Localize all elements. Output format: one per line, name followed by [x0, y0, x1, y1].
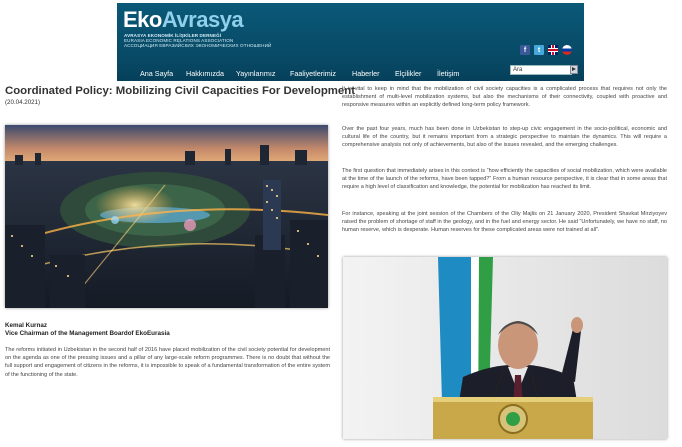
logo-subtitle-ru: АССОЦИАЦИЯ ЕВРАЗИЙСКИХ ЭКОНОМИЧЕСКИХ ОТНОШЕНИЙ [124, 43, 272, 48]
site-logo[interactable] [123, 7, 243, 33]
social-links [520, 45, 572, 55]
nav-ana-sayfa[interactable]: Ana Sayfa [140, 69, 174, 78]
article-paragraph-3: The first question that immediately arises in this context is “how efficiently the capacities of social mobilization, which were available at the time of the launch of the reforms, have been tapped?” From a human resource perspective, it is clear that in some areas that require a high level of classification and knowledge, the potential for mobilization has reached its limit. [342, 168, 667, 191]
city-photo-illustration [5, 125, 328, 308]
nav-haberler[interactable]: Haberler [352, 69, 380, 78]
twitter-icon[interactable]: t [534, 45, 544, 55]
nav-yayinlarimiz[interactable]: Yayınlarımız [236, 69, 276, 78]
site-header [117, 3, 584, 81]
logo-eko: Eko [123, 7, 162, 32]
city-night-photo [5, 125, 328, 308]
nav-faaliyetlerimiz[interactable]: Faaliyetlerimiz [290, 69, 336, 78]
speaker-photo-illustration [343, 257, 667, 439]
article-paragraph-4: For instance, speaking at the joint session of the Chambers of the Oliy Majlis on 21 January 2020, President Shavkat Mirziyoyev raised the problem of shortage of staff in the geology, and in the fuel and energy sector. He said “Unfortunately, we have no staff, no human reserve, which is desperate. Human reserves for these complicated areas were not trained at all”. [342, 211, 667, 234]
author-role: Vice Chairman of the Management Boardof EkoEurasia [5, 330, 170, 337]
logo-subtitle-en: EURASIA ECONOMIC RELATIONS ASSOCIATION [124, 38, 234, 43]
article-paragraph-2: Over the past four years, much has been done in Uzbekistan to step-up civic engagement in the socio-political, economic and cultural life of the country, but it remains important from a strategic perspective to maintain the dynamics. This will require a comprehensive analysis not only of achievements, but also of the issues revealed, and the emerging challenges. [342, 126, 667, 149]
nav-hakkimizda[interactable]: Hakkımızda [186, 69, 224, 78]
search-button[interactable] [570, 65, 578, 74]
logo-subtitle-tr: AVRASYA EKONOMİK İLİŞKİLER DERNEĞİ [124, 33, 222, 38]
article-paragraph-left: The reforms initiated in Uzbekistan in the second half of 2016 have placed mobilization of the civil society potential for development on the agenda as one of the pressing issues and a pillar of any large-scale reform programmes. There is no doubt that without the full support and engagement of citizens in the reforms, it is impossible to speak of a fundamental transformation of the entire system of the functioning of the state. [5, 347, 330, 378]
article-paragraph-1: It is vital to keep in mind that the mobilization of civil society capacities is a complicated process that requires not only the establishment of multi-level mobilization systems, but also the mechanisms of their connectivity, coupled with proactive and responsive measures within an explicitly defined long-term policy framework. [342, 86, 667, 109]
nav-elcilikler[interactable]: Elçilikler [395, 69, 422, 78]
russian-flag-icon[interactable] [562, 45, 572, 55]
search-arrow-icon [571, 66, 577, 72]
facebook-icon[interactable]: f [520, 45, 530, 55]
article-date: (20.04.2021) [5, 99, 41, 106]
author-block [5, 322, 170, 338]
english-flag-icon[interactable] [548, 45, 558, 55]
author-name: Kemal Kurnaz [5, 322, 47, 329]
search-input[interactable]: Ara [510, 65, 572, 75]
article-title: Coordinated Policy: Mobilizing Civil Capacities For Development [5, 85, 355, 97]
logo-avrasya: Avrasya [161, 7, 244, 32]
nav-iletisim[interactable]: İletişim [437, 69, 460, 78]
speaker-photo [343, 257, 667, 439]
